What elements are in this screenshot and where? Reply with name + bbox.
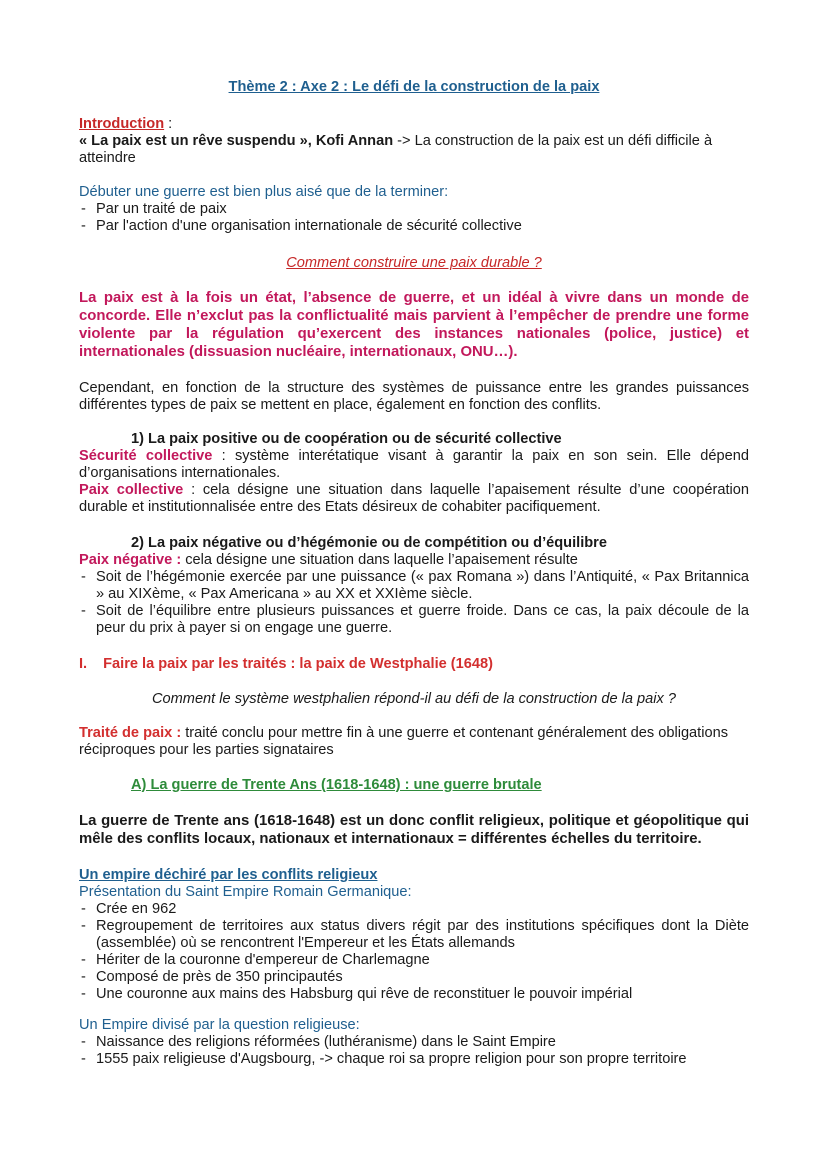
list-item: - Par l'action d'une organisation internationale de sécurité collective: [79, 218, 749, 235]
thirty-years-war-summary: La guerre de Trente ans (1618-1648) est un donc conflit religieux, politique et géopolitique qui mêle des conflits locaux, nationaux et internationaux = différentes échelles du territoire.: [79, 813, 749, 847]
problematic: Comment construire une paix durable ?: [286, 255, 542, 271]
part-one-numeral: I.: [79, 656, 88, 672]
war-start-heading: Débuter une guerre est bien plus aisé que de la terminer:: [79, 184, 449, 200]
intro-label: Introduction: [79, 116, 165, 132]
list-item: - Soit de l’équilibre entre plusieurs puissances et guerre froide. Dans ce cas, la paix découle de la peur du prix à payer si on engage une guerre.: [79, 603, 749, 637]
collective-security-label: Sécurité collective: [79, 448, 213, 464]
list-item: - Regroupement de territoires aux status divers régit par des institutions spécifiques dont la Diète (assemblée) où se rencontrent l'Empereur et les États allemands: [79, 918, 749, 952]
collective-security-definition: [79, 448, 749, 482]
peace-treaty-text: traité conclu pour mettre fin à une guerre et contenant généralement des obligations réciproques pour les parties signataires: [79, 725, 728, 758]
cependant-paragraph: Cependant, en fonction de la structure des systèmes de puissance entre les grandes puissances différentes types de paix se mettent en place, également en fonction des conflits.: [79, 380, 749, 413]
list-item: - Par un traité de paix: [79, 201, 749, 218]
intro-quote: [79, 133, 749, 167]
empire-divided-heading: Un Empire divisé par la question religieuse:: [79, 1017, 360, 1033]
negative-peace-text: cela désigne une situation dans laquelle l’apaisement résulte: [181, 552, 578, 568]
empire-torn-section: [79, 867, 749, 1003]
negative-peace-label: Paix négative :: [79, 552, 182, 568]
negative-peace-heading: 2) La paix négative ou d’hégémonie ou de compétition ou d’équilibre: [131, 535, 607, 551]
empire-divided-section: [79, 1017, 749, 1068]
peace-treaty-definition: [79, 725, 749, 759]
list-item: - Crée en 962: [79, 901, 749, 918]
negative-peace-section: [79, 535, 749, 637]
list-item: - Naissance des religions réformées (luthéranisme) dans le Saint Empire: [79, 1034, 749, 1051]
list-item: - Une couronne aux mains des Habsburg qui rêve de reconstituer le pouvoir impérial: [79, 986, 749, 1003]
empire-divided-list: [79, 1034, 749, 1068]
negative-peace-definition: [79, 552, 749, 569]
part-one-heading: [79, 656, 749, 673]
positive-peace-section: [79, 431, 749, 516]
peace-definition: La paix est à la fois un état, l’absence de guerre, et un idéal à vivre dans un monde de concorde. Elle n’exclut pas la conflictualité mais parvient à l’empêcher de prendre une forme violente par la régulation qu’exercent des instances nationales (police, justice) et internationales (dissuasion nucléaire, internationaux, ONU…).: [79, 290, 749, 360]
subsection-a-heading: A) La guerre de Trente Ans (1618-1648) : une guerre brutale: [131, 777, 542, 793]
peace-treaty-label: Traité de paix :: [79, 725, 182, 741]
collective-peace-label: Paix collective: [79, 482, 184, 498]
part-one-title: Faire la paix par les traités : la paix de Westphalie (1648): [103, 656, 493, 672]
list-item: - Composé de près de 350 principautés: [79, 969, 749, 986]
part-one-question: Comment le système westphalien répond-il au défi de la construction de la paix ?: [151, 691, 677, 707]
hre-presentation-heading: Présentation du Saint Empire Romain Germanique:: [79, 884, 412, 900]
list-item: - Hériter de la couronne d'empereur de Charlemagne: [79, 952, 749, 969]
war-start-list: [79, 201, 749, 235]
positive-peace-heading: 1) La paix positive ou de coopération ou de sécurité collective: [131, 431, 562, 447]
list-item: - 1555 paix religieuse d'Augsbourg, -> chaque roi sa propre religion pour son propre territoire: [79, 1051, 749, 1068]
war-start-section: [79, 184, 749, 235]
negative-peace-list: [79, 569, 749, 637]
intro-label-line: [79, 116, 749, 133]
intro-quote-rest: -> La construction de la paix est un défi difficile à atteindre: [79, 133, 713, 166]
collective-peace-text: : cela désigne une situation dans laquelle l’apaisement résulte d’une coopération durable et institutionnalisée entre des Etats désireux de cohabiter pacifiquement.: [79, 482, 749, 515]
intro-colon: :: [164, 116, 173, 132]
collective-peace-definition: [79, 482, 749, 516]
kofi-annan-quote: « La paix est un rêve suspendu », Kofi Annan: [79, 133, 394, 149]
empire-torn-heading: Un empire déchiré par les conflits religieux: [79, 867, 378, 883]
list-item: - Soit de l’hégémonie exercée par une puissance (« pax Romana ») dans l’Antiquité, « Pax Britannica » au XIXème, « Pax Americana » au XX et XXIème siècle.: [79, 569, 749, 603]
document-title: Thème 2 : Axe 2 : Le défi de la construction de la paix: [228, 79, 600, 95]
hre-list: [79, 901, 749, 1003]
collective-security-text: : système interétatique visant à garantir la paix en son sein. Elle dépend d’organisations internationales.: [79, 448, 749, 481]
